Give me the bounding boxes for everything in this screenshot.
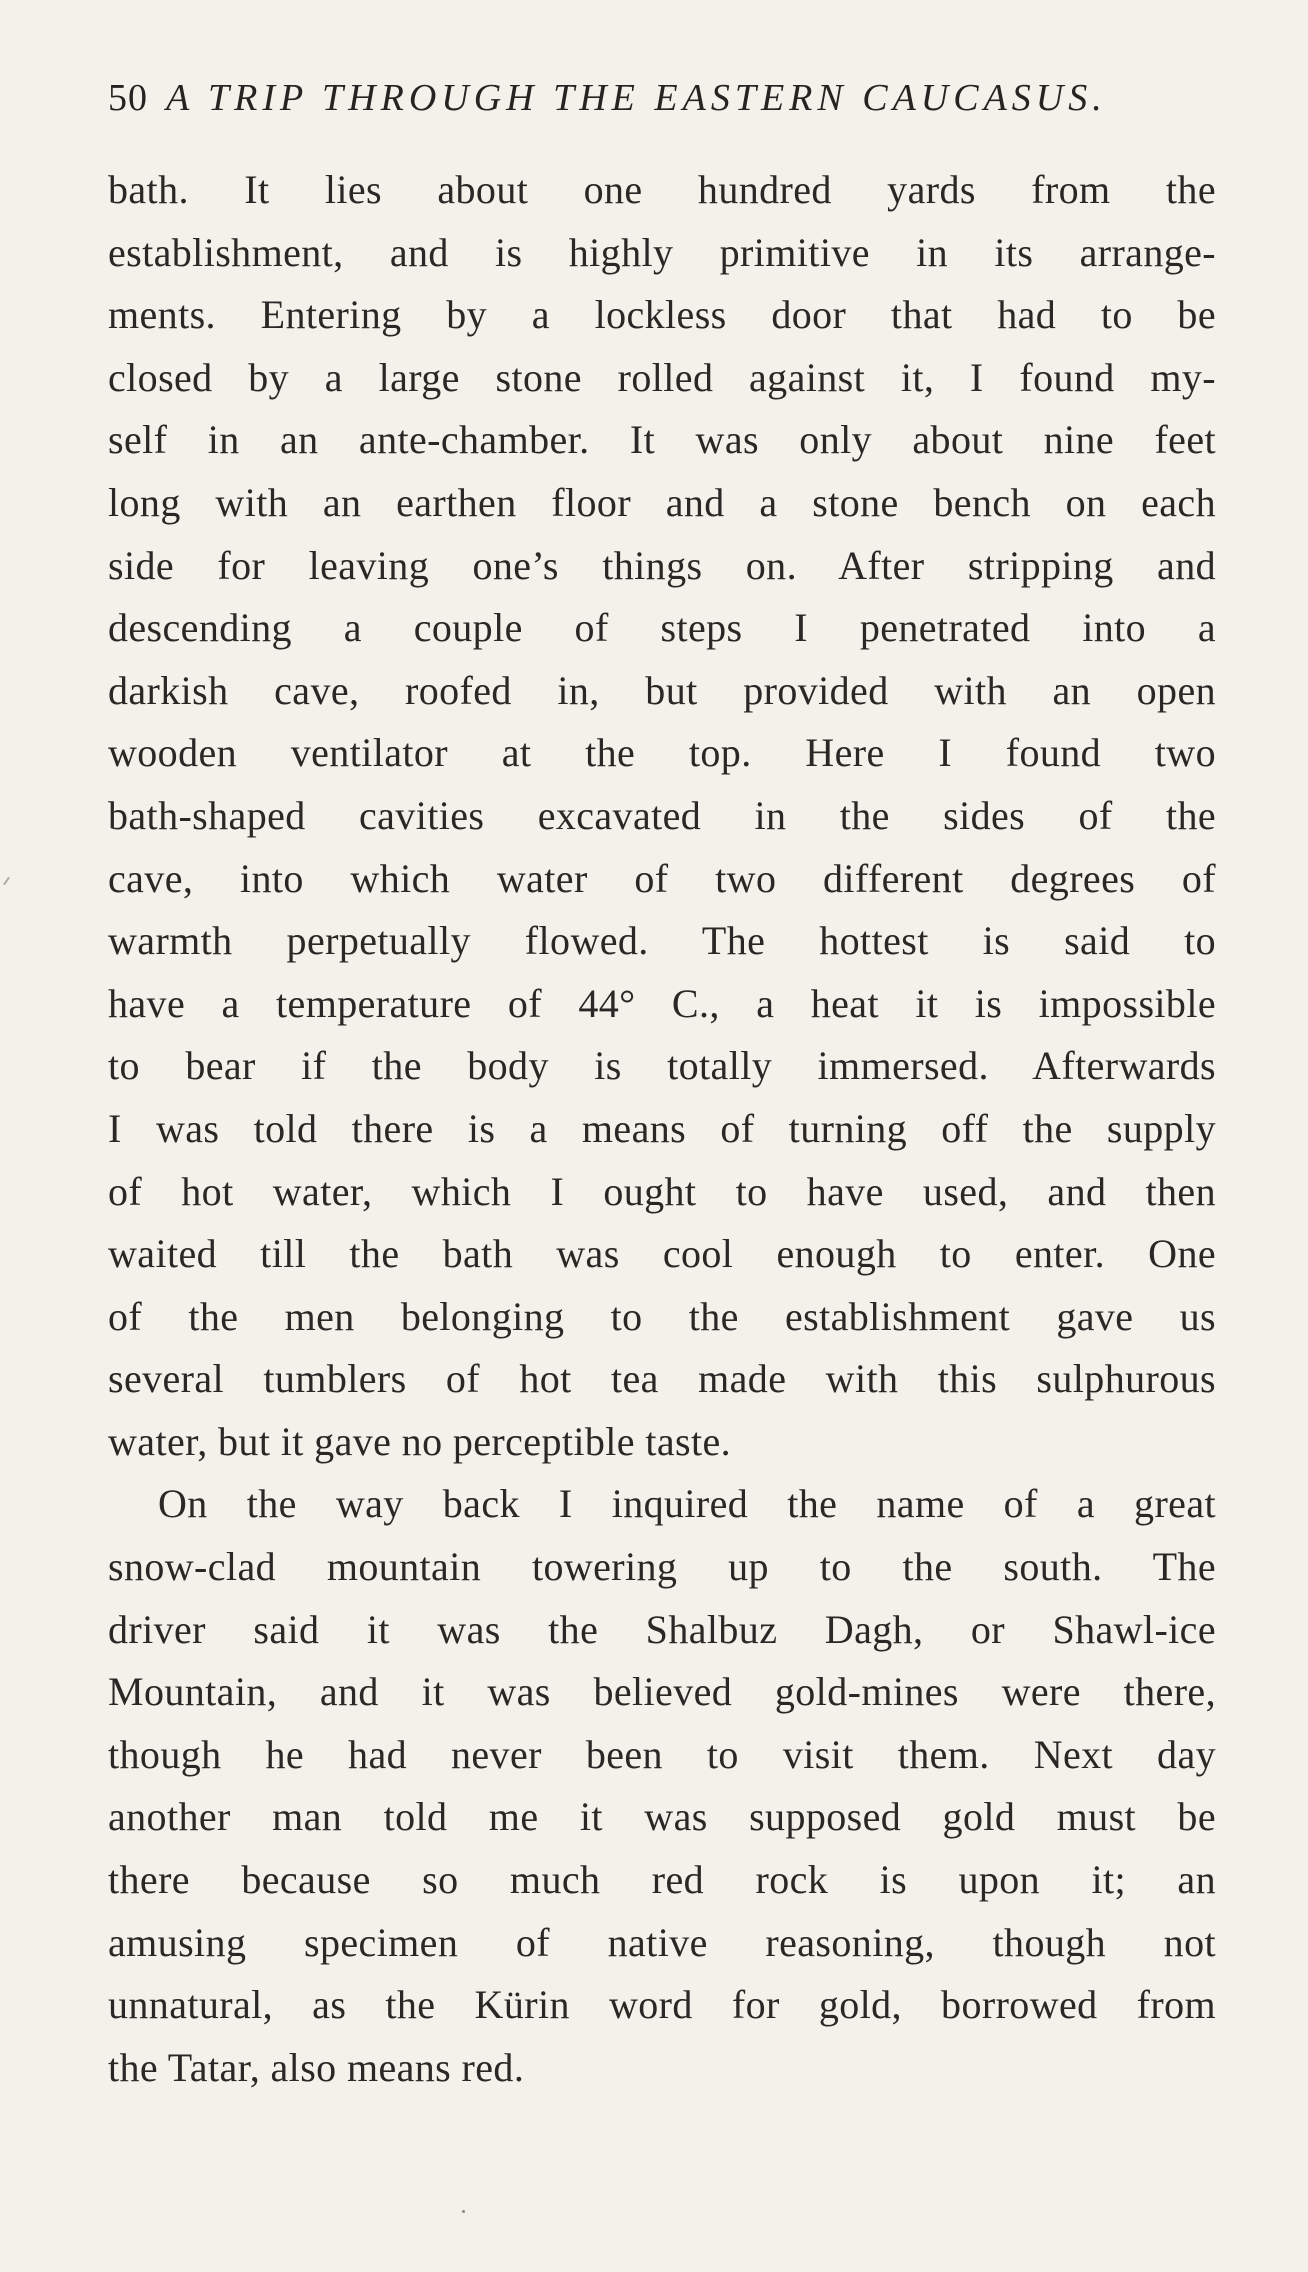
text-line: Mountain, and it was believed gold-mines were there, xyxy=(108,1669,1216,1715)
paragraph-1 xyxy=(108,159,1216,1473)
text-line: On the way back I inquired the name of a great xyxy=(158,1481,1216,1527)
text-line: though he had never been to visit them. Next day xyxy=(108,1731,1216,1777)
page-header xyxy=(108,68,1218,128)
text-line: of the men belonging to the establishment gave us xyxy=(108,1293,1216,1339)
text-line: self in an ante-chamber. It was only about nine feet xyxy=(108,417,1216,463)
text-line: descending a couple of steps I penetrated into a xyxy=(108,605,1216,651)
text-line: amusing specimen of native reasoning, though not xyxy=(108,1919,1216,1965)
text-line: long with an earthen floor and a stone bench on each xyxy=(108,479,1216,525)
text-line: I was told there is a means of turning off the supply xyxy=(108,1105,1216,1151)
text-line: driver said it was the Shalbuz Dagh, or Shawl-ice xyxy=(108,1606,1216,1652)
paper-speck xyxy=(462,2210,465,2213)
text-line: side for leaving one’s things on. After stripping and xyxy=(108,542,1216,588)
text-line: cave, into which water of two different degrees of xyxy=(108,855,1216,901)
text-line: water, but it gave no perceptible taste. xyxy=(108,1418,732,1464)
text-line: darkish cave, roofed in, but provided with an open xyxy=(108,667,1216,713)
text-line: bath. It lies about one hundred yards from the xyxy=(108,167,1216,212)
text-line: another man told me it was supposed gold must be xyxy=(108,1794,1216,1840)
text-line: snow-clad mountain towering up to the south. The xyxy=(108,1544,1216,1590)
text-line: unnatural, as the Kürin word for gold, borrowed from xyxy=(108,1982,1216,2028)
page-number: 50 xyxy=(108,77,148,119)
text-line: to bear if the body is totally immersed. Afterwards xyxy=(108,1043,1216,1089)
text-line: closed by a large stone rolled against it, I found my- xyxy=(108,354,1216,400)
text-line: of hot water, which I ought to have used, and then xyxy=(108,1168,1216,1214)
text-line: bath-shaped cavities excavated in the sides of the xyxy=(108,792,1216,838)
text-line: ments. Entering by a lockless door that had to be xyxy=(108,292,1216,338)
text-line: wooden ventilator at the top. Here I found two xyxy=(108,730,1216,776)
text-line: there because so much red rock is upon it; an xyxy=(108,1857,1216,1903)
text-line: the Tatar, also means red. xyxy=(108,2044,525,2090)
margin-mark xyxy=(3,877,10,886)
text-line: warmth perpetually flowed. The hottest is said to xyxy=(108,918,1216,964)
paragraph-2 xyxy=(108,1473,1216,2099)
running-title: A TRIP THROUGH THE EASTERN CAUCASUS. xyxy=(166,77,1107,119)
body-text xyxy=(108,159,1216,2099)
text-line: have a temperature of 44° C., a heat it is impossible xyxy=(108,980,1216,1026)
text-line: waited till the bath was cool enough to enter. One xyxy=(108,1231,1216,1277)
text-line: establishment, and is highly primitive in its arrange- xyxy=(108,229,1216,275)
text-line: several tumblers of hot tea made with this sulphurous xyxy=(108,1356,1216,1402)
